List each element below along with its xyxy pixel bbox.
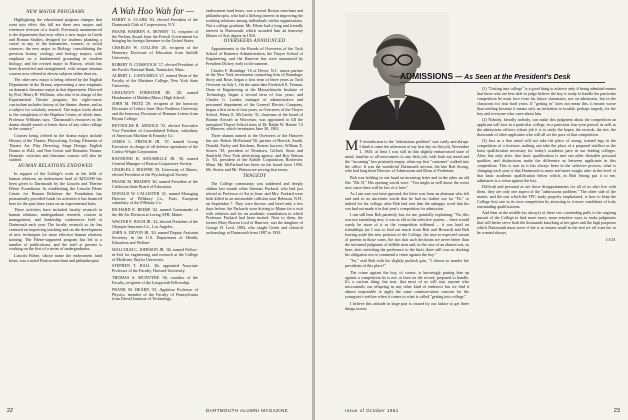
honor-entry: ALBERT L. CANNARIUS '27, named Dean of the Faculty of the Maritime College, New York State University. — [112, 73, 198, 89]
wah-hoo-wah-heading: A Wah Hoo Wah for — — [112, 6, 194, 16]
running-footer: Issue of October 1961 — [345, 408, 399, 413]
left-page — [0, 0, 312, 420]
honor-entry: JOHN M. FRITZ '29, recipient of the honorary Doctorate of Letters from Ohio Northern University and the honorary Doctorate of Humane Letters from Bryant College. — [112, 101, 198, 122]
paragraph: Difficult and personal as are those disappointments for all of us who live with them, they are only one aspect of the "admissions problem." The other side of the matter, and the one which the TPC study properly emphasized, is how to keep the College first rate in its own competition by attracting to it more candidates of truly outstanding qualifications. — [477, 184, 616, 209]
left-column-3 — [206, 9, 303, 404]
paragraph: "So," said Bob with his slightly puckish grin, "I choose to murder the presidents of this place!" — [345, 258, 469, 269]
honor-entry: FRANK WARREN A. MOWRY '11, recipient of the Perkins Award from the French Government for bringing his foreign literature to the United States. — [112, 28, 198, 44]
paragraph: (3) Just as a fine mind will not take the place of strong, trained legs in the competition of a footrace, nothing can take the place of a prepared intellect as the basic qualification necessary for today's academic pace in our leading colleges. After, but only after, that basic qualification is met can other desirable personal qualities and distinctions make the difference as between applicants in this competition. This is true as it has always been in the selective process; what is changing each year is that Dartmouth is more and more sought after in the level of that basic academic qualification below which, as Bob Strong put it to me, admission is a crime against the boy. — [477, 138, 616, 183]
page-number: 23 — [613, 408, 620, 414]
honor-entry: MALCOLM C. JOHNSON JR. '46, named Fellow-in-Soil for engineering and research at the College of Medicine, Baylor University. — [112, 246, 198, 262]
honor-entry: REYNOLDS R. ARNOLD '33, elected Executive Vice President of Consolidated Edison, subsidiary of American Machine & Foundry Co. — [112, 122, 198, 138]
right-column-1 — [345, 140, 469, 402]
drop-cap: M — [345, 140, 359, 154]
honor-entry: FRANK M. BRADEN '40, named President of the California State Board of Education. — [112, 179, 198, 189]
section-heading: NEW MAJOR PROGRAMS — [26, 10, 85, 15]
title-rule — [400, 82, 605, 83]
paragraph: (2) Nobody, literally nobody, can make this judgment about the competition an applicant will face in a particular college, in a particular four-year period, as well as the admissions officers whose job it is to study the hopes, the records, the ties, the thousands of other applicants who will all set the pace of that competition. — [477, 117, 616, 137]
honor-entry: HARRY A. CLARK '02, elected President of the Dartmouth Club of Cooperstown, N.Y. — [112, 17, 198, 27]
paragraph: Courses being offered in the drama major include History of the Theater, Playwriting, Acting, Elements of Theater Art, Play Directing, Stage Design, English Drama to 1642, and Non-Comic and Romantic Drama. Dramatic criticism and literature courses will also be studied. — [9, 132, 102, 163]
paragraph: As I am sure you have guessed, the letter was from an alumnus who felt and said in no uncertain words that he had no further use for "Dr." or indeed for his college, after Bob had sent him the unhappy word that his son had not made it in that year's competition for admission. — [345, 191, 469, 211]
paragraph: (1) "Getting into college" is a good thing to achieve only if being admitted means that those who are best able to judge believe the boy is ready to handle the particular competition he must face from his future classmates, not on admission, but in the classroom for four hard years. If "getting in" does not mean this, it means worse than nothing because it means only an invitation to trouble, perhaps tragedy, for the boy and everyone who cares about him. — [477, 87, 616, 116]
honor-entry: ROBERT N. COMSTOCK '17, elected President of the Pacific National Bank, Nantucket, Mass. — [112, 61, 198, 72]
page-number: 22 — [7, 408, 14, 414]
honor-entry: FRANK M. HEARN '55, Appleton Professor of Physics, member of the Faculty of Pennsylvania from Drexel Institute of Technology. — [112, 286, 198, 302]
honor-entry: STEPHEN T. HALL '46, appointed Associate Professor of the Faculty, Harvard University. — [112, 263, 198, 274]
left-column-2 — [108, 6, 198, 406]
section-heading: TRAGEDY — [242, 174, 267, 180]
article-title-subtitle: — As Seen at the President's Desk — [455, 74, 571, 81]
paragraph: Bob was holding in one hand an incoming letter and in the other an old file. "Mr. D." His opening words were: "You might as well know the worst now since there will be lots of it later." — [345, 174, 469, 190]
honor-entry: JAMES L. FRENCH JR. '37, named Group Executive in charge of all defense operations of the Curtiss-Wright Corporation. — [112, 139, 198, 155]
section-heading: HUMAN RELATIONS ENDOWED — [18, 164, 93, 170]
paragraph: endowment fund bears, was a noted Boston merchant and philanthropist, who had a lifelong interest in improving the working relations among individuals within organizations. Not a college graduate, Mr. Filene had a long and friendly interest in Dartmouth, which awarded him an honorary Master of Arts degree in 1916. — [206, 9, 303, 38]
honor-entry: CHARLES J. HOOPER '39, University of Illinois, elected President of the Psychological Society. — [112, 167, 198, 178]
signature: J.S.D. — [605, 236, 616, 242]
paragraph: Charles F. Brundage '16 of Dover, N.J., senior partner in the New York investment counseling firm of Brundage, Story and Rose, began a first term of three years as Tuck Overseer on July 1. On the same date Frederick E. Terman, Dean of Engineering at the Massachusetts Institute of Technology, began a second term of four years, and Charles G. Lauder, manager of administrative and personnel department of the General Electric Company, began a first term of four years, as Overseers of the Thayer School. Henry E. McCarthy '31, chairman of the board of Bonnie Aircraft in Worcester, was appointed to fill the unexpired Thayer School term of Dr. Ralph W. Hunter '13 of Hanover, which terminates June 30, 1962. — [206, 67, 303, 132]
honor-entry: RICHARD E. BEEBE '42, named Commander of the 4th Air Division at Loring AFB, Maine. — [112, 207, 198, 218]
article-title — [400, 71, 570, 81]
honor-entry: WALTER E. BACH JR. '42, elected President of the Olympia Insurance Co., Los Angeles. — [112, 218, 198, 229]
honor-entry: CHARLES W. COLLINS '26, recipient of the Honorary Doctorate of Education from Suffolk University. — [112, 45, 198, 60]
paragraph: And then in the middle (as always) of these two contending pulls is the ongoing pursuit of the College to find more exact, more sensitive ways to make judgments that will better serve both the thousands knocking at her gates and the high purposes which Dartmouth must serve if she is to remain small in the end we all want her to be wanted always. — [477, 210, 616, 235]
article-title-main: ADMISSIONS — [400, 71, 454, 81]
honor-entry: DONALD W. CALLISTER '41, named Managing Director of Pillsbury Co., Paris, European subsidiary of the Pillsbury Co. — [112, 190, 198, 206]
paragraph: Lincoln Filene, whose name the endowment fund bears, was a noted Boston merchant and philanthropist. — [9, 252, 102, 263]
paragraph: I can still hear Bob patiently, but, for me, painfully explaining: "No, this was not something new, it was as old as the selective system ... there would surely be more of it as the competition stiffened ... it was hard on friendships (as I was to find out much from Bob and Howard) and Bob leaving aside the new position of the College, the true-to-expected stream of parents in those cases, the fact that such decisions are never better than the informed judgment of fallible men and, in the case of an alumni son, as here, after stretching the preference to the limit, there still was no ducking his obligation not to commend a crime against the boy." — [345, 212, 469, 257]
honor-entry: CHAUNCEY FORESTER JR. '28, named Headmaster of Malden (Mass.) High School. — [112, 89, 198, 100]
section-heading: OVERSEERS ANNOUNCED — [223, 39, 286, 45]
right-column-2 — [477, 87, 616, 402]
paragraph: These activities have included faculty research in human relations, undergraduate research, courses in management, and leadership conferences held at Dartmouth each year. The faculty research so far has centered on improving teaching and on the development of new techniques for more effective human relations training. The Filene-supported program has led to a number of publications, and the staff at present is working on the first of a series of undergraduates. — [9, 207, 102, 252]
honors-list — [108, 18, 198, 302]
running-footer: DARTMOUTH ALUMNI MAGAZINE — [206, 408, 289, 413]
left-column-1 — [9, 9, 102, 404]
paragraph: I believe this attitude in large part is caused by our failure to get three things across: — [345, 300, 469, 311]
honor-entry: JOHN A. DEVON JR. '43, named Deputy Assistant Secretary in the U.S. Department of Health, Education and Welfare. — [112, 230, 198, 246]
paragraph: The crime against the boy, of course, is knowingly putting him up against a competition he is not, at least on the record, prepared to handle. It's a curious thing, but true, that most of us will stay anyone who miscounsels our offspring in any other kind of endeavor but we find it almost impossible to apply the same common-sense concern for the youngster's welfare when it comes to what is called "getting into college." — [345, 269, 469, 300]
paragraph: The other new major is being offered by the English Department in the Drama, representing a new emphasis on dramatic literature major in that department. Directed by Prof. Henry B. Williams, who also is in charge of the Experimental Theater program, the eight-course curriculum includes history of the theater, theater, and as a subject for scholarly research. The major looks ahead to the completion of the Hopkins Center, at which time, Professor Williams says, "Dartmouth's resources in the drama should match or better those of any other college in the country." — [9, 77, 102, 132]
paragraph: M Y introduction to the "admissions problem" was curtly and abrupt. I think it came the afternoon of my first day on this job, November 1, 1945; at least I was still in that slightly embarrassed state of mind, familiar to all newcomers to any desk job, with both my mind and the "incoming" box pristinely empty, when my first "customer" walked into the office. It was the wonderful Dartmouth servant, the late Bob Strong, who had long been Director of Admissions and Dean of Freshmen. — [345, 140, 469, 174]
honor-entry: RAYMOND H. ANNABELLE JR. '38, named General Manager of Boston Cooperative Society. — [112, 155, 198, 166]
paragraph: Highlighting the educational program changes that went into effect this fall are three new majors and extensive revision of a fourth. Previously unannounced is the department that now offers a new major in Greek and Roman Studies, designed for students planning a career in any of the humanities, women, or social sciences; the new major in Biology, consolidating the previous botany, zoology, and biology majors, with emphasis on a fundamental grounding in modern biology; and the revised major in History, which has been diversified and strengthened, with unique seminar courses now offered in eleven subjects rather than six. — [9, 16, 102, 76]
paragraph: The College community was saddened and deeply shaken last month when Artemas Packard, who had just retired as Professor of Art in June, and Mrs. Packard were both killed in an automobile collision near Belmont, N.H., on September 7. They were thrown, and lived only a few days before, the Packards were driving to Maine for a visit with relatives and for an academic consultation to which Professor Packard had been invited. Next to them, the former Mary Bowen Lord of Hanover, was the daughter of George D. Lord, 1884, who taught Greek and classical archaeology at Dartmouth from 1887 to 1933. — [206, 181, 303, 236]
honor-entry: THOMAS A. MCINTYRE '46, coauthor of the Faculty, recipient of the Longworth Fellowship. — [112, 275, 198, 285]
paragraph: In support of the College's work in the field of human relations an endowment fund of $250,000 has been given to Dartmouth by the Lincoln and Therese Filene Foundation. In establishing the Lincoln Filene Center for Human Relations the Foundation has permanently provided funds for activities it has financed here for the past three years on an experimental basis. — [9, 171, 102, 206]
paragraph: Three alumni named to the Overseers of the Hanover Inn are: Robert McFarland '50, partner of Herrick, Smith, Donald, Farley and Ketchum, Boston lawyers; William E. Sisters '39, president of Dearborn, Gifford, Stout and Stanfield, New York advertising agency; and Roy Watson Jr. '63, president of the Kohler Corporation, Rochester, Minn. Mr. McFarland has been on the board since 1956. Mr. Sisters and Mr. Watson are serving first terms. — [206, 132, 303, 173]
paragraph: Appointments to the Boards of Overseers of the Tuck School of Business Administration, the Thayer School of Engineering, and the Hanover Inn were announced by President Dickey early in the summer. — [206, 46, 303, 67]
